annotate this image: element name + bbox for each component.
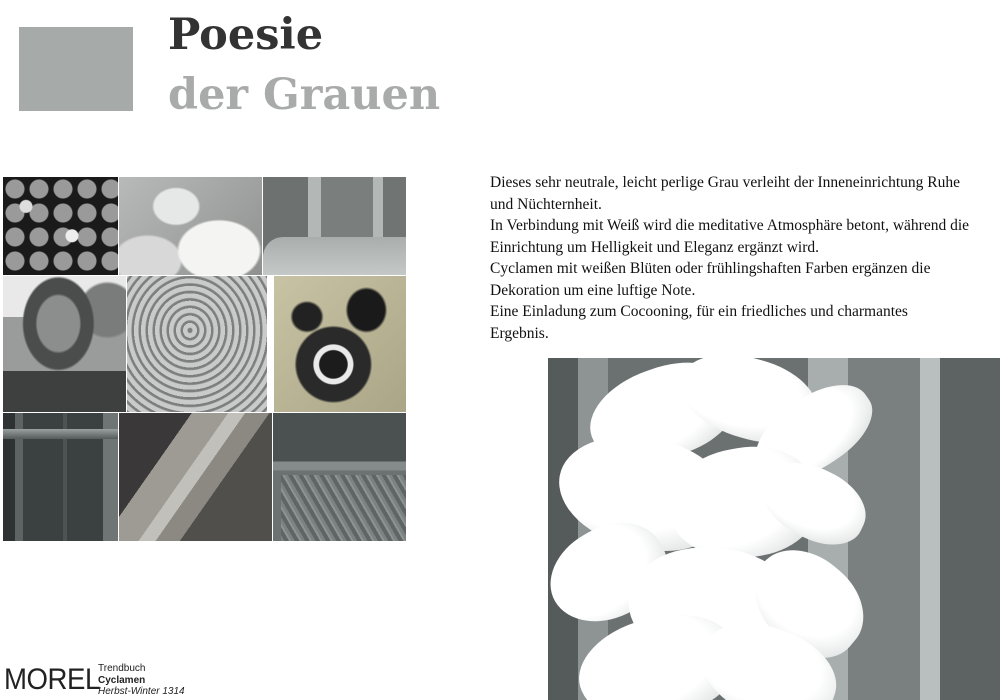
- publication-type: Trendbuch: [98, 663, 146, 674]
- publication-info: [98, 663, 185, 698]
- page-subtitle: der Grauen: [168, 70, 441, 120]
- publication-topic: Cyclamen: [98, 674, 146, 686]
- collage-tile-pebbles: [119, 177, 262, 275]
- collage-tile-floral-pattern: [274, 276, 406, 412]
- collage-tile-slate-pot: [3, 413, 118, 541]
- description-paragraph: In Verbindung mit Weiß wird die meditative Atmosphäre betont, während die Einrichtung um Helligkeit und Eleganz ergänzt wird.: [490, 217, 970, 256]
- collage-tile-wire-ball: [127, 276, 267, 412]
- description-paragraph: Eine Einladung zum Cocooning, für ein friedliches und charmantes Ergebnis.: [490, 303, 908, 342]
- publication-season: Herbst-Winter 1314: [98, 686, 185, 697]
- cyclamen-photo: [548, 358, 1000, 700]
- collage-tile-stone-sculpture: [3, 276, 126, 412]
- collage-tile-metal-beads: [3, 177, 118, 275]
- collage-tile-grey-vase: [263, 177, 406, 275]
- collage-tile-slate-texture: [273, 413, 406, 541]
- collage-tile-leather-strap: [119, 413, 272, 541]
- description-text: [490, 172, 970, 344]
- page-title: Poesie: [168, 10, 324, 60]
- description-paragraph: Dieses sehr neutrale, leicht perlige Grau verleiht der Inneneinrichtung Ruhe und Nüchternheit.: [490, 174, 960, 213]
- color-swatch: [19, 27, 133, 111]
- morel-logo: MOREL: [4, 663, 100, 696]
- description-paragraph: Cyclamen mit weißen Blüten oder frühlingshaften Farben ergänzen die Dekoration um eine luftige Note.: [490, 260, 931, 299]
